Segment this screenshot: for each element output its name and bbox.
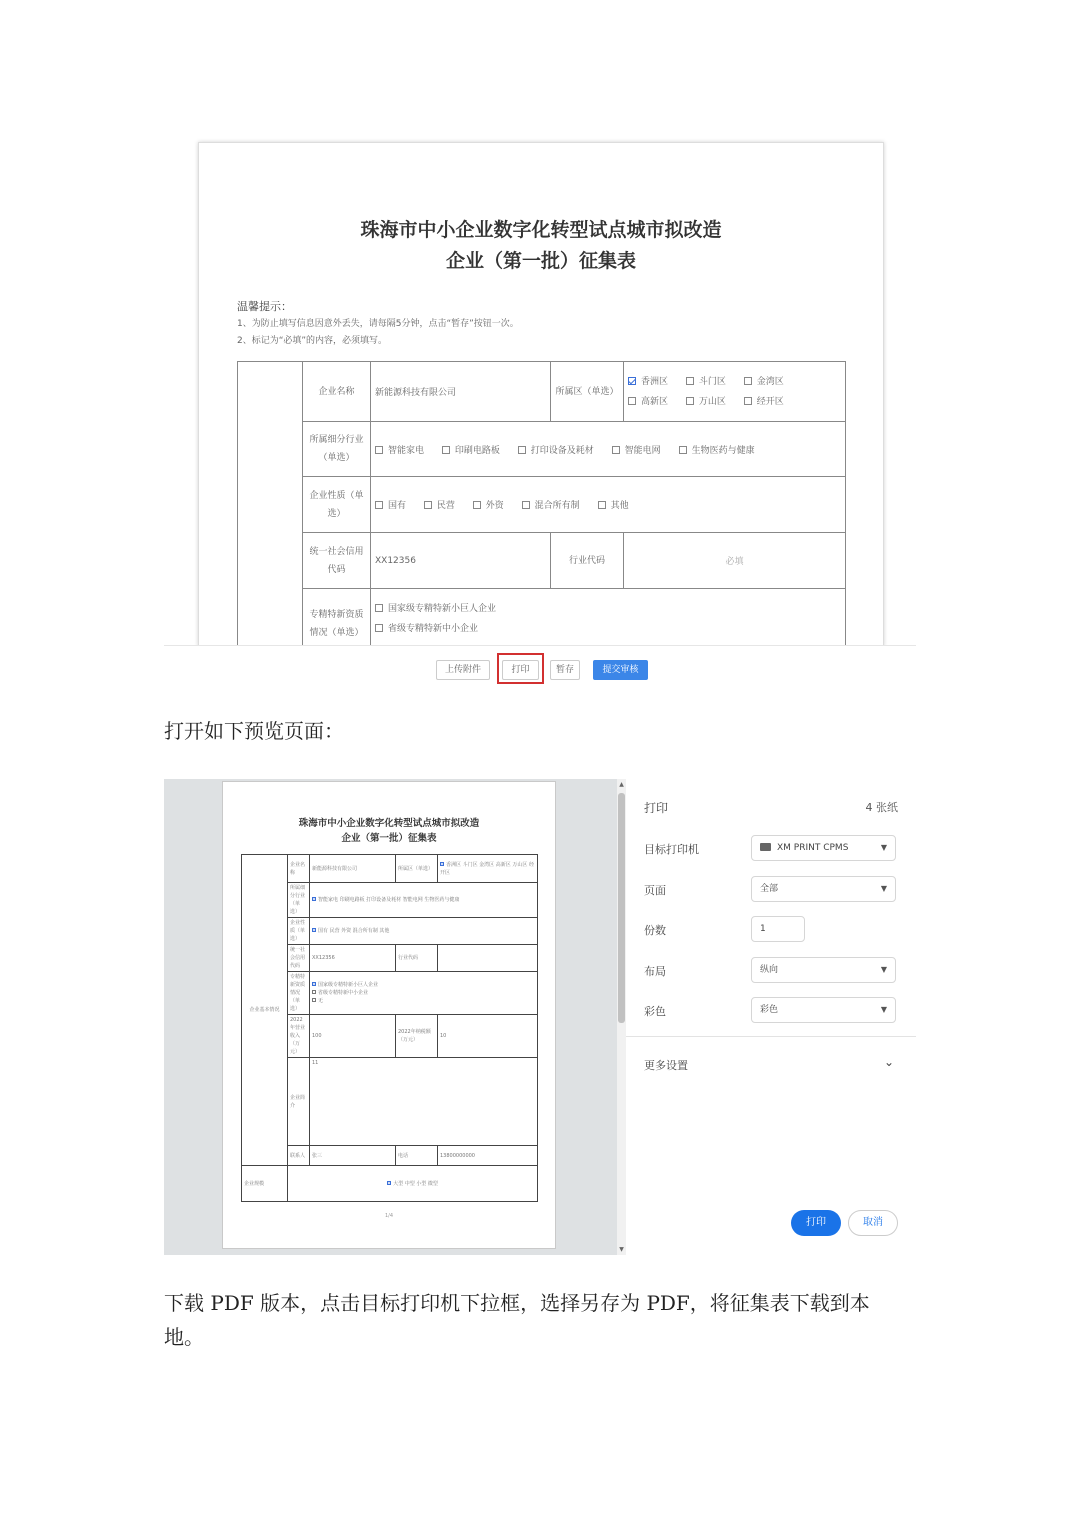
preview-area [164, 779, 626, 1255]
form-page [198, 142, 884, 647]
district-option[interactable]: 香洲区 [628, 372, 668, 392]
scroll-up-icon[interactable]: ▲ [619, 781, 624, 788]
nature-options [371, 477, 846, 533]
special-option[interactable]: 省级专精特新中小企业 [375, 619, 841, 639]
form-title-line1: 珠海市中小企业数字化转型试点城市拟改造 [360, 219, 722, 241]
mini-district-label: 所属区（单选） [396, 855, 438, 883]
layout-label: 布局 [644, 965, 666, 978]
mini-tax-label: 2022年纳税额（万元） [396, 1015, 438, 1058]
mini-phone-label: 电话 [396, 1146, 438, 1166]
color-select[interactable]: 彩色 ▼ [751, 997, 896, 1023]
checkbox-checked[interactable] [628, 377, 636, 385]
checkbox[interactable] [522, 501, 530, 509]
panel-divider [626, 1036, 916, 1037]
caption-1: 打开如下预览页面： [164, 719, 344, 743]
tip-2: 2、标记为“必填”的内容，必须填写。 [237, 336, 388, 346]
mini-industry-code-label: 行业代码 [396, 945, 438, 972]
special-option[interactable]: 国家级专精特新小巨人企业 [375, 599, 841, 619]
mini-checkbox [312, 998, 316, 1002]
mini-industry-opts: 智能家电 印刷电路板 打印设备及耗材 智能电网 生物医药与健康 [310, 883, 538, 918]
section-cell [238, 362, 303, 648]
form-title-line2: 企业（第一批）征集表 [445, 250, 636, 272]
nature-option[interactable]: 民营 [424, 498, 455, 511]
checkbox[interactable] [628, 397, 636, 405]
preview-title-line2: 企业（第一批）征集表 [341, 833, 437, 844]
tip-1: 1、为防止填写信息因意外丢失，请每隔5分钟，点击“暂存”按钮一次。 [237, 319, 519, 329]
printer-select[interactable]: XM PRINT CPMS ▼ [751, 835, 896, 861]
copies-label: 份数 [644, 924, 666, 937]
mini-checkbox [312, 990, 316, 994]
caption-2-line2: 地。 [164, 1325, 204, 1349]
preview-title-line1: 珠海市中小企业数字化转型试点城市拟改造 [298, 818, 480, 829]
checkbox[interactable] [375, 624, 383, 632]
district-options [624, 362, 846, 422]
district-option[interactable]: 金湾区 [744, 372, 784, 392]
mini-scale-opts: 大型 中型 小型 微型 [288, 1166, 538, 1202]
printer-label: 目标打印机 [644, 843, 699, 856]
mini-industry-label: 所属细分行业（单选） [288, 883, 310, 918]
pages-select[interactable]: 全部 ▼ [751, 876, 896, 902]
mini-checkbox [312, 982, 316, 986]
caption-2-line1: 下载 PDF 版本，点击目标打印机下拉框，选择另存为 PDF，将征集表下载到本 [164, 1291, 870, 1315]
submit-button[interactable]: 提交审核 [593, 660, 648, 680]
checkbox[interactable] [686, 377, 694, 385]
nature-option[interactable]: 混合所有制 [522, 498, 580, 511]
print-button[interactable]: 打印 [502, 660, 539, 680]
highlight-box [497, 653, 544, 684]
print-settings-panel [626, 779, 916, 1255]
nature-option[interactable]: 其他 [598, 498, 629, 511]
checkbox[interactable] [679, 446, 687, 454]
credit-code-label: 统一社会信用代码 [303, 533, 371, 589]
industry-option[interactable]: 印刷电路板 [442, 443, 500, 456]
print-title: 打印 [644, 801, 669, 815]
mini-basic-label: 企业基本情况 [242, 855, 288, 1166]
form-action-bar [164, 645, 916, 685]
industry-option[interactable]: 打印设备及耗材 [518, 443, 594, 456]
copies-input[interactable]: 1 [751, 916, 805, 942]
checkbox[interactable] [598, 501, 606, 509]
chevron-down-icon: ▼ [880, 1005, 887, 1014]
mini-district-opts: 香洲区 斗门区 金湾区 高新区 万山区 经开区 [438, 855, 538, 883]
district-label: 所属区（单选） [551, 362, 624, 422]
layout-select[interactable]: 纵向 ▼ [751, 957, 896, 983]
mini-scale-label: 企业规模 [242, 1166, 288, 1202]
district-option[interactable]: 万山区 [686, 392, 726, 412]
district-option[interactable]: 高新区 [628, 392, 668, 412]
mini-special-opts: 国家级专精特新小巨人企业 省级专精特新中小企业 无 [310, 972, 538, 1015]
checkbox[interactable] [744, 397, 752, 405]
tips-heading: 温馨提示： [237, 300, 292, 313]
checkbox[interactable] [375, 501, 383, 509]
district-option[interactable]: 斗门区 [686, 372, 726, 392]
mini-contact-name: 张三 [310, 1146, 396, 1166]
mini-tax-value: 10 [438, 1015, 538, 1058]
district-option[interactable]: 经开区 [744, 392, 784, 412]
industry-label: 所属细分行业（单选） [303, 422, 371, 477]
mini-checkbox [440, 862, 444, 866]
mini-checkbox [387, 1181, 391, 1185]
preview-table [241, 854, 538, 1202]
more-settings-toggle[interactable]: 更多设置 [644, 1059, 688, 1072]
preview-scrollbar[interactable] [617, 779, 626, 1255]
cancel-button[interactable]: 取消 [848, 1210, 898, 1236]
mini-nature-label: 企业性质（单选） [288, 918, 310, 945]
checkbox[interactable] [612, 446, 620, 454]
mini-revenue-value: 100 [310, 1015, 396, 1058]
color-label: 彩色 [644, 1005, 666, 1018]
checkbox[interactable] [473, 501, 481, 509]
scroll-down-icon[interactable]: ▼ [619, 1246, 624, 1253]
industry-option[interactable]: 智能电网 [612, 443, 661, 456]
mini-special-label: 专精特新资质情况（单选） [288, 972, 310, 1015]
upload-button[interactable]: 上传附件 [436, 660, 490, 680]
form-screenshot [164, 140, 916, 685]
print-preview-screenshot [164, 779, 916, 1255]
nature-option[interactable]: 国有 [375, 498, 406, 511]
checkbox[interactable] [686, 397, 694, 405]
mini-company-label: 企业名称 [288, 855, 310, 883]
pages-label: 页面 [644, 884, 666, 897]
chevron-down-icon: ▼ [880, 884, 887, 893]
checkbox[interactable] [442, 446, 450, 454]
industry-code-label: 行业代码 [551, 533, 624, 589]
printer-icon [760, 843, 771, 851]
mini-nature-opts: 国有 民营 外资 混合所有制 其他 [310, 918, 538, 945]
checkbox[interactable] [375, 604, 383, 612]
chevron-down-icon[interactable]: ⌄ [883, 1055, 894, 1069]
page-number: 1/4 [384, 1213, 394, 1219]
form-table [237, 361, 846, 647]
mini-checkbox [312, 928, 316, 932]
mini-credit-label: 统一社会信用代码 [288, 945, 310, 972]
nature-label: 企业性质（单选） [303, 477, 371, 533]
industry-option[interactable]: 生物医药与健康 [679, 443, 755, 456]
checkbox[interactable] [518, 446, 526, 454]
mini-empty [438, 945, 538, 972]
chevron-down-icon: ▼ [880, 965, 887, 974]
scrollbar-thumb[interactable] [618, 793, 625, 1023]
mini-intro-label: 企业简介 [288, 1058, 310, 1146]
industry-option[interactable]: 智能家电 [375, 443, 424, 456]
chevron-down-icon: ▼ [880, 843, 887, 852]
mini-intro-value: 11 [310, 1058, 538, 1146]
company-name-input[interactable]: 新能源科技有限公司 [371, 362, 551, 422]
save-draft-button[interactable]: 暂存 [550, 660, 580, 680]
mini-contact-label: 联系人 [288, 1146, 310, 1166]
mini-phone-value: 13800000000 [438, 1146, 538, 1166]
preview-page [222, 781, 556, 1249]
mini-checkbox [312, 897, 316, 901]
industry-options [371, 422, 846, 477]
checkbox[interactable] [744, 377, 752, 385]
sheet-count: 4 张纸 [865, 801, 898, 814]
special-label: 专精特新资质情况（单选） [303, 589, 371, 648]
mini-revenue-label: 2022年营业收入（万元） [288, 1015, 310, 1058]
industry-code-input[interactable]: 必填 [624, 533, 846, 589]
credit-code-input[interactable]: XX12356 [371, 533, 551, 589]
company-name-label: 企业名称 [303, 362, 371, 422]
print-confirm-button[interactable]: 打印 [791, 1210, 841, 1236]
checkbox[interactable] [375, 446, 383, 454]
checkbox[interactable] [424, 501, 432, 509]
mini-company-value: 新能源科技有限公司 [310, 855, 396, 883]
mini-credit-value: XX12356 [310, 945, 396, 972]
special-options [371, 589, 846, 648]
nature-option[interactable]: 外资 [473, 498, 504, 511]
